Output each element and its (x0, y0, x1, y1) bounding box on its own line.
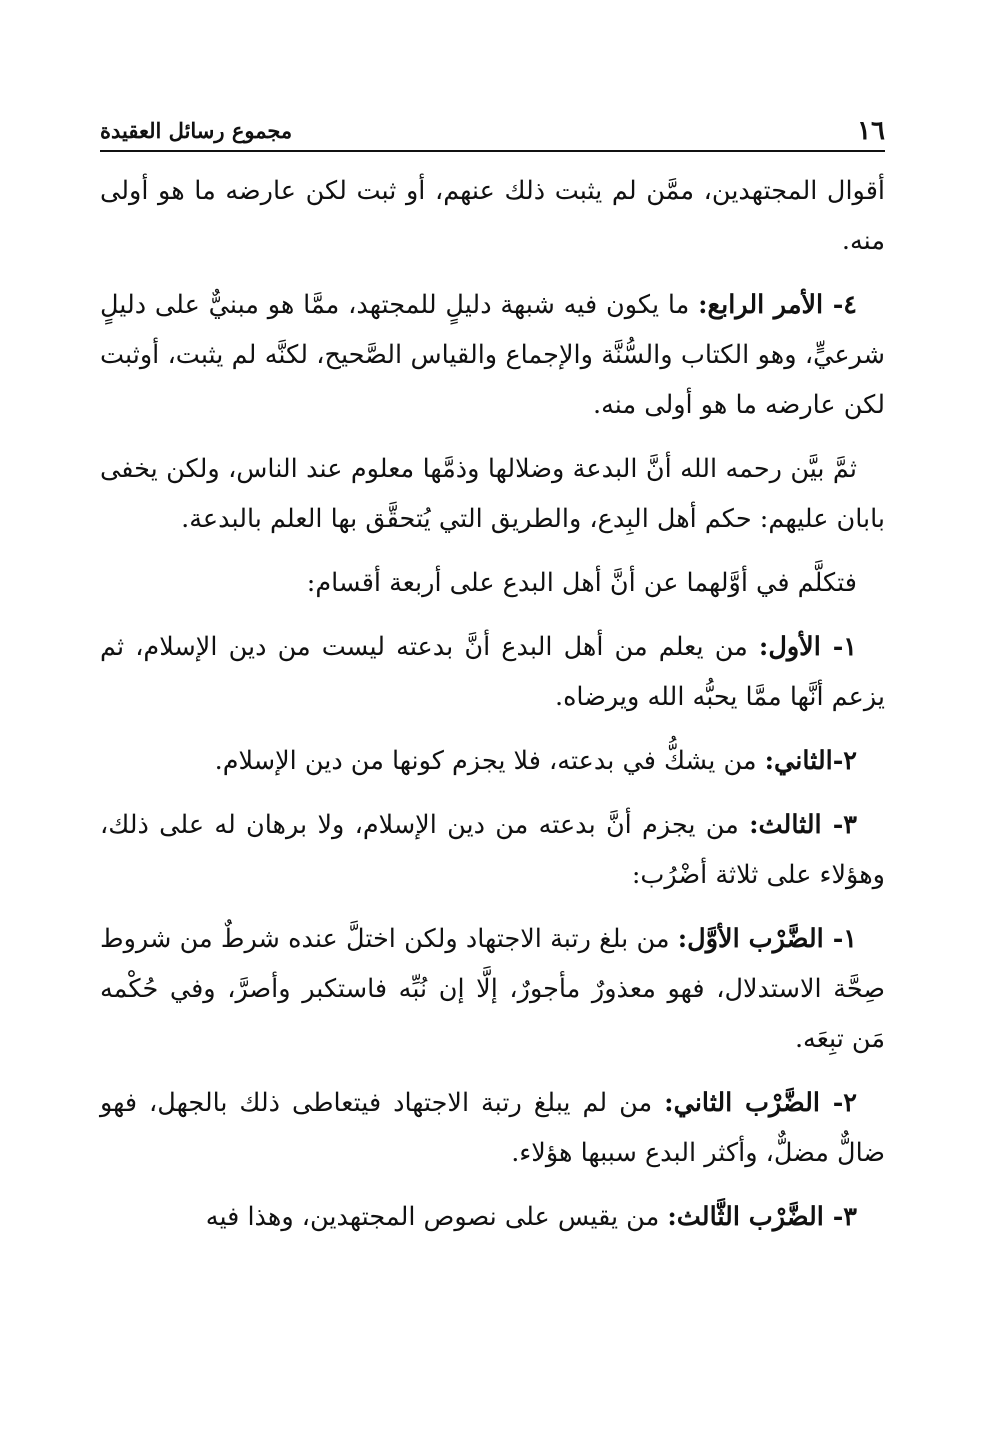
paragraph-text: ما يكون فيه شبهة دليلٍ للمجتهد، ممَّا هو مبنيٌّ على دليلٍ شرعيٍّ، وهو الكتاب والسُّنَّة والإجماع والقياس الصَّحيح، لكنَّه لم يثبت، أوثبت لكن عارضه ما هو أولى منه. (100, 290, 885, 420)
paragraph-text: أقوال المجتهدين، ممَّن لم يثبت ذلك عنهم، أو ثبت لكن عارضه ما هو أولى منه. (100, 176, 885, 256)
paragraph (100, 1192, 885, 1242)
paragraph-text: من يشكُّ في بدعته، فلا يجزم كونها من دين الإسلام. (214, 746, 765, 776)
paragraph-lead: ٤- الأمر الرابع: (698, 290, 857, 320)
paragraph (100, 1078, 885, 1178)
body-text (100, 166, 885, 1242)
paragraph (100, 558, 885, 608)
book-title: مجموع رسائل العقيدة (100, 118, 293, 143)
paragraph (100, 280, 885, 430)
paragraph-lead: ١- الأول: (758, 632, 857, 662)
book-page (100, 112, 885, 1256)
paragraph-text: ثمَّ بيَّن رحمه الله أنَّ البدعة وضلالها وذمَّها معلوم عند الناس، ولكن يخفى بابان عليهم: حكم أهل البِدع، والطريق التي يُتحقَّق بها العلم بالبدعة. (100, 454, 885, 534)
page-number: ١٦ (857, 116, 885, 146)
paragraph-lead: ١- الضَّرْب الأوَّل: (677, 924, 857, 954)
paragraph-lead: ٢- الضَّرْب الثاني: (664, 1088, 857, 1118)
paragraph-text: من بلغ رتبة الاجتهاد ولكن اختلَّ عنده شرطٌ من شروط صِحَّة الاستدلال، فهو معذورٌ مأجورٌ، إلَّا إن نُبِّه فاستكبر وأصرَّ، وفي حُكْمه مَن تبِعَه. (100, 924, 885, 1054)
paragraph-lead: ٣- الثالث: (749, 810, 857, 840)
paragraph-lead: ٢-الثاني: (764, 746, 857, 776)
paragraph-lead: ٣- الضَّرْب الثَّالث: (667, 1202, 857, 1232)
paragraph (100, 444, 885, 544)
paragraph (100, 622, 885, 722)
paragraph (100, 800, 885, 900)
paragraph-text: فتكلَّم في أوَّلهما عن أنَّ أهل البدع على أربعة أقسام: (306, 568, 857, 598)
paragraph (100, 914, 885, 1064)
paragraph-text: من يعلم من أهل البدع أنَّ بدعته ليست من دين الإسلام، ثم يزعم أنَّها ممَّا يحبُّه الله ويرضاه. (100, 632, 885, 712)
paragraph-text: من يجزم أنَّ بدعته من دين الإسلام، ولا برهان له على ذلك، وهؤلاء على ثلاثة أضْرُب: (100, 810, 885, 890)
paragraph-text: من لم يبلغ رتبة الاجتهاد فيتعاطى ذلك بالجهل، فهو ضالٌّ مضلٌّ، وأكثر البدع سببها هؤلاء. (100, 1088, 885, 1168)
paragraph-text: من يقيس على نصوص المجتهدين، وهذا فيه (205, 1202, 668, 1232)
paragraph (100, 166, 885, 266)
running-header (100, 112, 885, 152)
paragraph (100, 736, 885, 786)
